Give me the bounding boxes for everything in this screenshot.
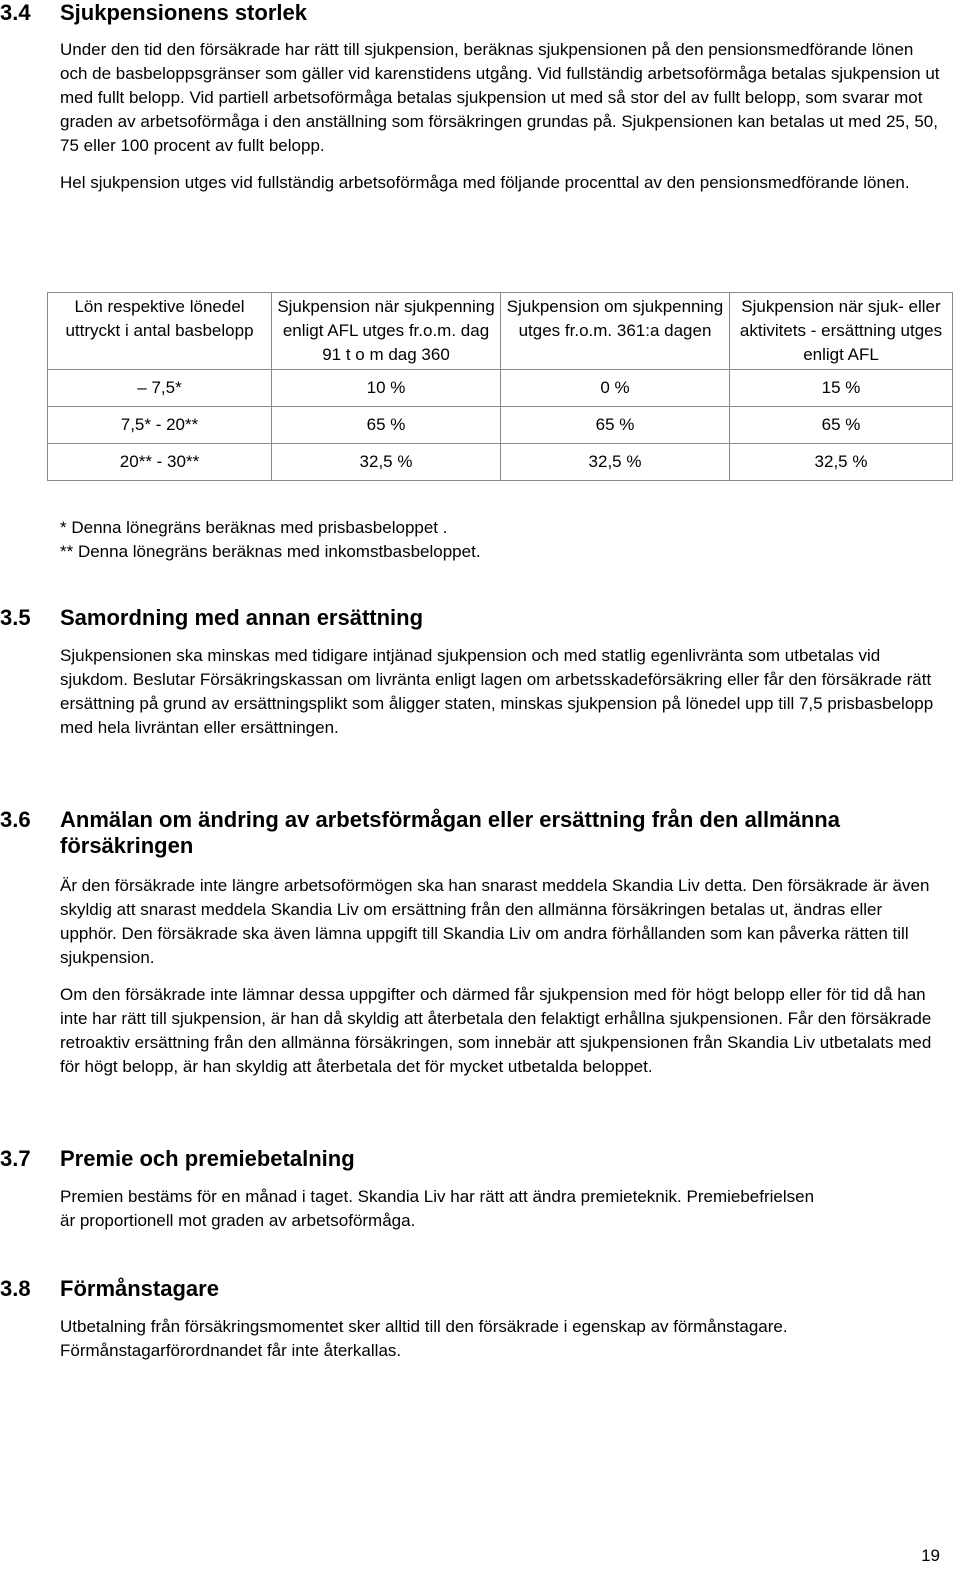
section-number: 3.8: [0, 1276, 31, 1301]
section-3-6: [0, 807, 960, 1079]
section-title: Förmånstagare: [60, 1276, 219, 1301]
table-header-cell: Lön respektive lönedel uttryckt i antal basbelopp: [48, 293, 272, 370]
table-header-cell: Sjukpension när sjukpenning enligt AFL utges fr.o.m. dag 91 t o m dag 360: [272, 293, 501, 370]
section-3-5: [0, 605, 960, 740]
pension-table: [47, 292, 953, 481]
section-number: 3.7: [0, 1146, 31, 1171]
paragraph: Om den försäkrade inte lämnar dessa uppgifter och därmed får sjukpension med för högt belopp eller för tid då han inte har rätt till sjukpension, är han då skyldig att återbetala den felaktigt erhållna sjukpensionen. Får den försäkrade retroaktiv ersättning från den allmänna försäkringen, som innebär att sjukpensionen från Skandia Liv utbetalats med för högt belopp, är han skyldig att återbetala det för mycket utbetalda beloppet.: [60, 985, 932, 1076]
footnote: ** Denna lönegräns beräknas med inkomstbasbeloppet.: [60, 542, 481, 561]
table-header-cell: Sjukpension om sjukpenning utges fr.o.m. 361:a dagen: [501, 293, 730, 370]
paragraph: Är den försäkrade inte längre arbetsoförmögen ska han snarast meddela Skandia Liv detta. Den försäkrade är även skyldig att snarast meddela Skandia Liv om ersättning från den allmänna försäkringen betalas ut, ändras eller upphör. Den försäkrade ska även lämna uppgift till Skandia Liv om andra förhållanden som kan påverka rätten till sjukpension.: [60, 876, 930, 967]
table-cell: – 7,5*: [48, 370, 272, 407]
table-row: [48, 444, 953, 481]
page-number: 19: [921, 1546, 940, 1565]
table-header-row: [48, 293, 953, 370]
table-row: [48, 370, 953, 407]
table-cell: 65 %: [272, 407, 501, 444]
section-number: 3.6: [0, 807, 31, 832]
footnote: * Denna lönegräns beräknas med prisbasbeloppet .: [60, 518, 448, 537]
section-3-7: [0, 1146, 960, 1233]
section-heading: [0, 1146, 960, 1172]
section-3-4: [0, 0, 960, 195]
table-cell: 20** - 30**: [48, 444, 272, 481]
table-cell: 32,5 %: [272, 444, 501, 481]
section-title: Sjukpensionens storlek: [60, 0, 307, 25]
table-cell: 32,5 %: [730, 444, 953, 481]
section-title: Premie och premiebetalning: [60, 1146, 355, 1171]
table-row: [48, 407, 953, 444]
paragraph: Utbetalning från försäkringsmomentet sker alltid till den försäkrade i egenskap av förmånstagare. Förmånstagarförordnandet får inte återkallas.: [60, 1317, 788, 1360]
table-cell: 65 %: [730, 407, 953, 444]
section-heading: [0, 807, 960, 859]
table-cell: 10 %: [272, 370, 501, 407]
section-number: 3.4: [0, 0, 31, 25]
table-cell: 65 %: [501, 407, 730, 444]
table-cell: 7,5* - 20**: [48, 407, 272, 444]
section-title: Samordning med annan ersättning: [60, 605, 424, 630]
paragraph: Premien bestäms för en månad i taget. Skandia Liv har rätt att ändra premieteknik. Premiebefrielsen är proportionell mot graden av arbetsoförmåga.: [60, 1187, 815, 1230]
table-cell: 32,5 %: [501, 444, 730, 481]
table-header-cell: Sjukpension när sjuk- eller aktivitets - ersättning utges enligt AFL: [730, 293, 953, 370]
paragraph: Sjukpensionen ska minskas med tidigare intjänad sjukpension och med statlig egenlivränta som utbetalas vid sjukdom. Beslutar Försäkringskassan om livränta enligt lagen om arbetsskadeförsäkring eller får den försäkrade rätt ersättning på grund av ersättningsplikt som åligger staten, minskas sjukpension på lönedel upp till 7,5 prisbasbelopp med hela livräntan eller ersättningen.: [60, 646, 934, 737]
section-heading: [0, 605, 960, 631]
paragraph: Under den tid den försäkrade har rätt till sjukpension, beräknas sjukpensionen på den pensionsmedförande lönen och de basbeloppsgränser som gäller vid karenstidens utgång. Vid fullständig arbetsoförmåga betalas sjukpension ut med fullt belopp. Vid partiell arbetsoförmåga betalas sjukpension ut med så stor del av fullt belopp, som svarar mot graden av arbetsoförmåga i den anställning som försäkringen grundas på. Sjukpensionen kan betalas ut med 25, 50, 75 eller 100 procent av fullt belopp.: [60, 40, 940, 155]
table-footnotes: [60, 516, 481, 564]
paragraph: Hel sjukpension utges vid fullständig arbetsoförmåga med följande procenttal av den pensionsmedförande lönen.: [60, 173, 910, 192]
table-cell: 15 %: [730, 370, 953, 407]
table-cell: 0 %: [501, 370, 730, 407]
section-3-8: [0, 1276, 960, 1363]
section-heading: [0, 0, 960, 26]
section-heading: [0, 1276, 960, 1302]
section-number: 3.5: [0, 605, 31, 630]
section-title: Anmälan om ändring av arbetsförmågan eller ersättning från den allmänna försäkringen: [60, 807, 840, 858]
